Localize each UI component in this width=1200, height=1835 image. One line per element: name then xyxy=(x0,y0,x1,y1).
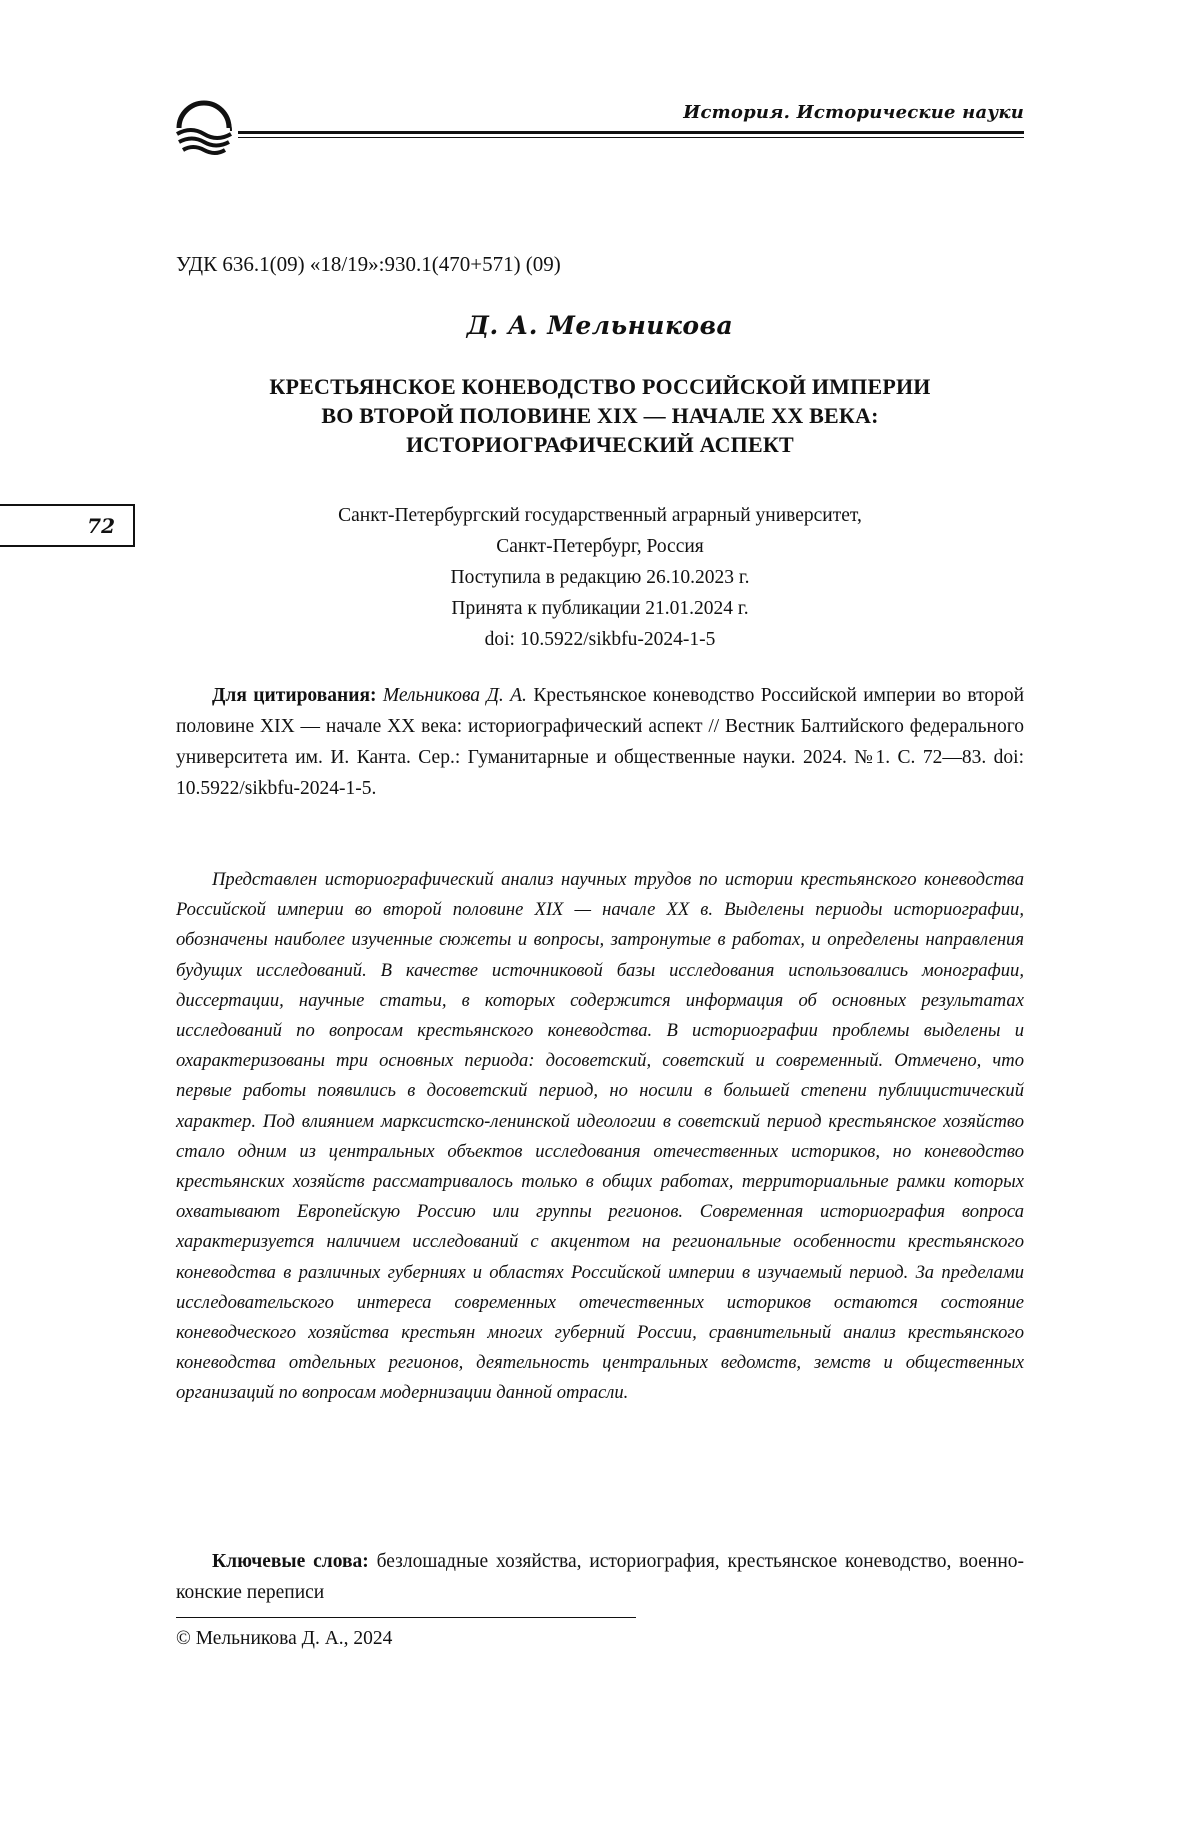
citation-block xyxy=(176,680,1024,804)
abstract xyxy=(176,865,1024,1409)
keywords-label: Ключевые слова: xyxy=(212,1551,369,1572)
doi: doi: 10.5922/sikbfu-2024-1-5 xyxy=(484,629,716,650)
author-name: Д. А. Мельникова xyxy=(466,311,734,340)
article-meta xyxy=(176,500,1024,655)
abstract-text: Представлен историографический анализ научных трудов по истории крестьянского коневодства Российской империи во второй половине XIX — начале XX в. Выделены периоды историографии, обозначены наиболее изученные сюжеты и вопросы, затронутые в работах, и определены направления будущих исследований. В качестве источниковой базы исследования использовались монографии, диссертации, научные статьи, в которых содержится информация об основных результатах исследований по вопросам крестьянского коневодства. В историографии проблемы выделены и охарактеризованы три основных периода: досоветский, советский и современный. Отмечено, что первые работы появились в досоветский период, но носили в большей степени публицистический характер. Под влиянием марксистско-ленинской идеологии в советский период крестьянское хозяйство стало одним из центральных объектов исследования отечественных историков, но коневодство крестьянских хозяйств рассматривалось только в общих работах, территориальные рамки которых охватывают Европейскую Россию или группы регионов. Современная историография вопроса характеризуется наличием исследований с акцентом на региональные особенности крестьянского коневодства в различных губерниях и областях Российской империи в изучаемый период. За пределами исследовательского интереса современных отечественных историков остаются состояние коневодческого хозяйства крестьян многих губерний России, сравнительный анализ крестьянского коневодства отдельных регионов, деятельность центральных ведомств, земств и общественных организаций по вопросам модернизации данной отрасли. xyxy=(176,869,1024,1404)
received-date: Поступила в редакцию 26.10.2023 г. xyxy=(450,567,750,588)
header-rule-thin xyxy=(238,137,1024,138)
title-line: КРЕСТЬЯНСКОЕ КОНЕВОДСТВО РОССИЙСКОЙ ИМПЕРИИ xyxy=(269,374,931,399)
header-rule-thick xyxy=(238,131,1024,134)
accepted-date: Принята к публикации 21.01.2024 г. xyxy=(451,598,749,619)
citation-text: Крестьянское коневодство Российской империи во второй половине XIX — начале XX века: историографический аспект // Вестник Балтийского федерального университета им. И. Канта. Сер.: Гуманитарные и общественные науки. 2024. №1. С. 72—83. doi: 10.5922/sikbfu-2024-1-5. xyxy=(176,685,1025,799)
affiliation: Санкт-Петербургский государственный аграрный университет, xyxy=(338,505,862,526)
citation-label: Для цитирования: xyxy=(212,685,377,706)
article-title xyxy=(176,372,1024,459)
page-number-box xyxy=(0,504,135,547)
location: Санкт-Петербург, Россия xyxy=(496,536,704,557)
footnote-rule xyxy=(176,1617,636,1618)
journal-wave-logo-icon xyxy=(173,100,235,162)
section-title: История. Исторические науки xyxy=(683,102,1024,123)
copyright: © Мельникова Д. А., 2024 xyxy=(176,1628,393,1649)
udk-code: УДК 636.1(09) «18/19»:930.1(470+571) (09) xyxy=(176,252,561,276)
title-line: ВО ВТОРОЙ ПОЛОВИНЕ XIX — НАЧАЛЕ XX ВЕКА: xyxy=(321,403,879,428)
title-line: ИСТОРИОГРАФИЧЕСКИЙ АСПЕКТ xyxy=(406,432,794,457)
citation-author: Мельникова Д. А. xyxy=(382,685,527,706)
keywords-text: безлошадные хозяйства, историография, крестьянское коневодство, военно-конские переписи xyxy=(176,1551,1025,1603)
keywords-block xyxy=(176,1546,1024,1608)
page-number: 72 xyxy=(87,514,115,538)
